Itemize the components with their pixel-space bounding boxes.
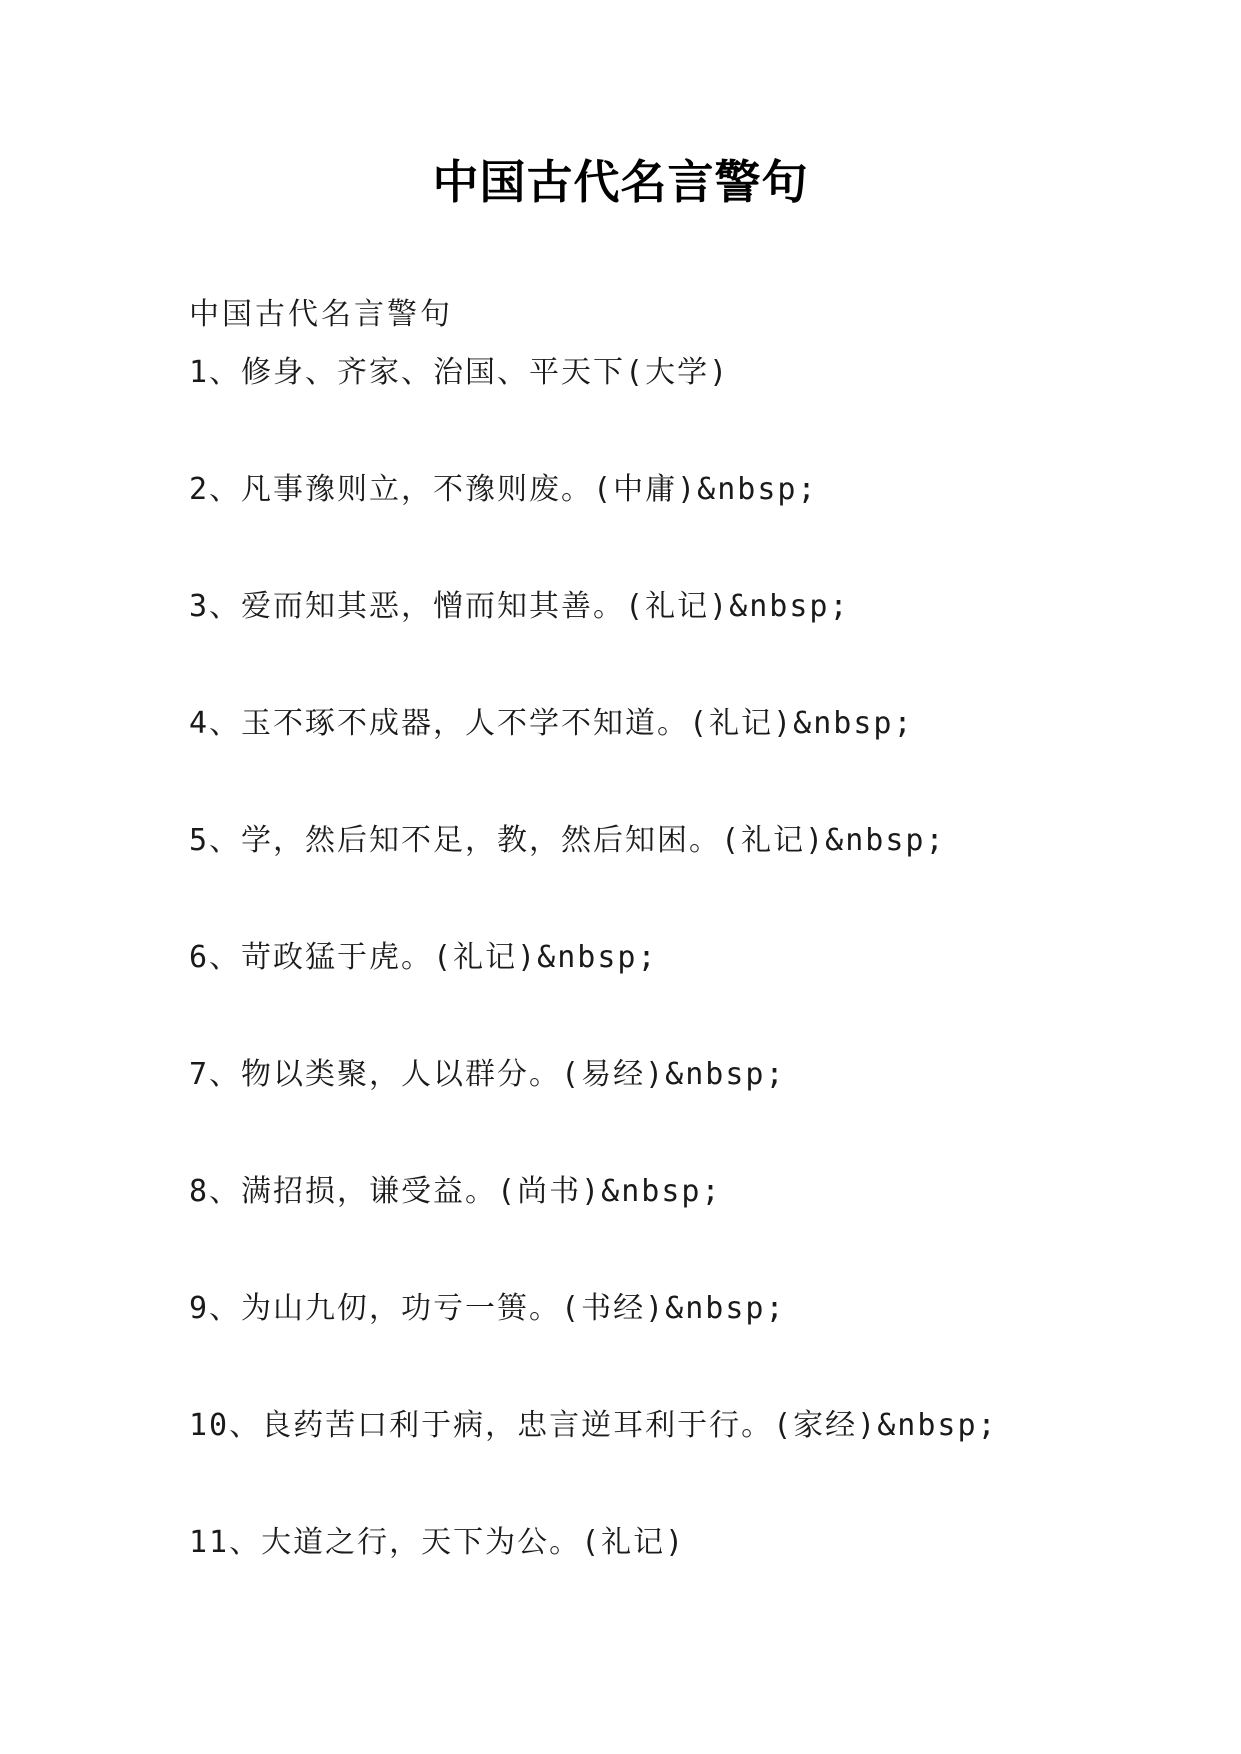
quote-item-1: 1、修身、齐家、治国、平天下(大学) xyxy=(189,355,730,390)
quote-item-5: 5、学，然后知不足，教，然后知困。(礼记)&nbsp; xyxy=(189,823,946,858)
quote-item-2: 2、凡事豫则立，不豫则废。(中庸)&nbsp; xyxy=(189,472,818,507)
document-body xyxy=(189,286,1149,1631)
document-title: 中国古代名言警句 xyxy=(432,155,809,209)
quote-item-6: 6、苛政猛于虎。(礼记)&nbsp; xyxy=(189,940,658,975)
document-subtitle: 中国古代名言警句 xyxy=(189,297,453,332)
quote-item-9: 9、为山九仞，功亏一篑。(书经)&nbsp; xyxy=(189,1291,786,1326)
quote-item-10: 10、良药苦口利于病，忠言逆耳利于行。(家经)&nbsp; xyxy=(189,1408,998,1443)
quote-item-4: 4、玉不琢不成器，人不学不知道。(礼记)&nbsp; xyxy=(189,706,914,741)
quote-item-11: 11、大道之行，天下为公。(礼记) xyxy=(189,1525,686,1560)
quote-item-7: 7、物以类聚，人以群分。(易经)&nbsp; xyxy=(189,1057,786,1092)
quote-list xyxy=(189,344,1149,1631)
quote-item-8: 8、满招损，谦受益。(尚书)&nbsp; xyxy=(189,1174,722,1209)
quote-item-3: 3、爱而知其恶，憎而知其善。(礼记)&nbsp; xyxy=(189,589,850,624)
